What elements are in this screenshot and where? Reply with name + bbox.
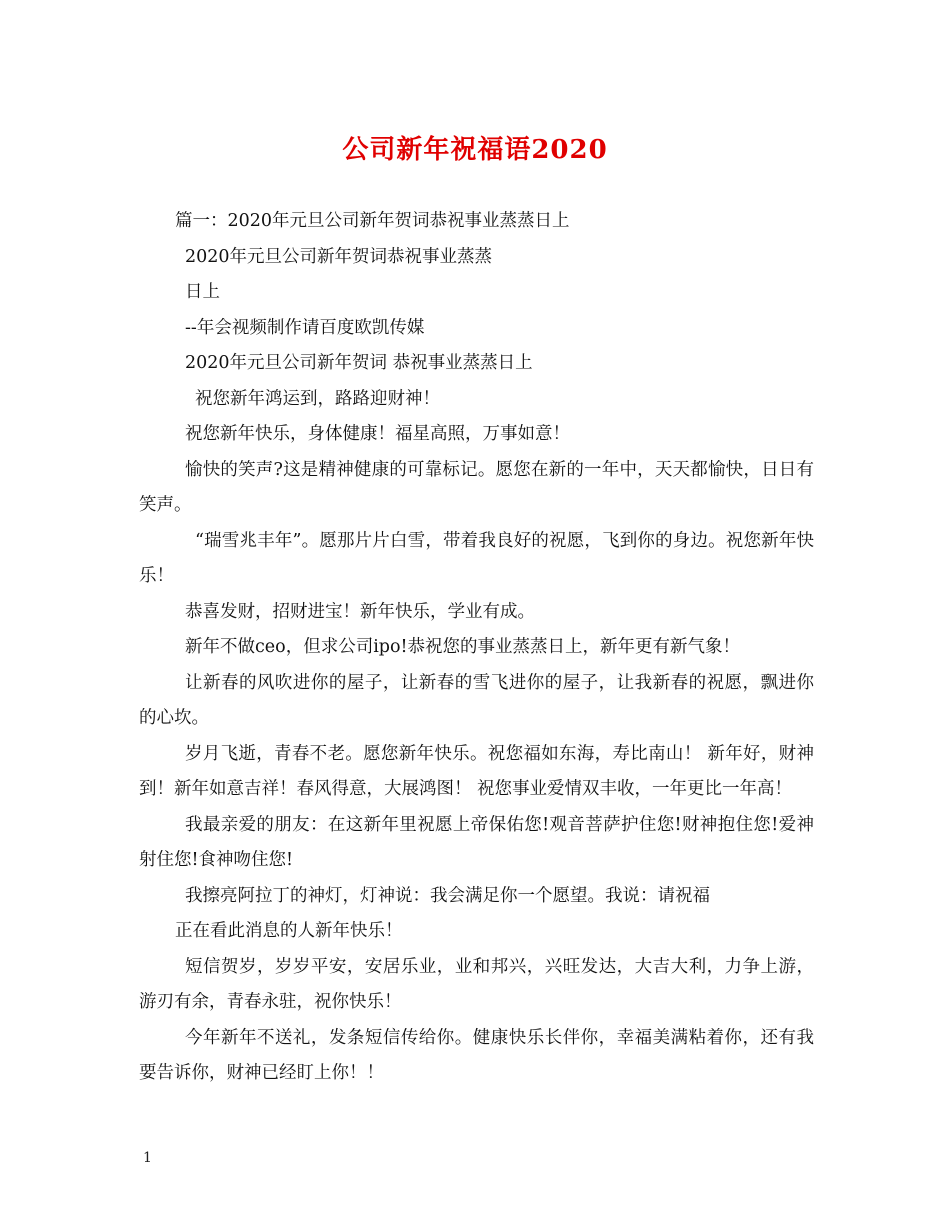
paragraph: 日上 xyxy=(185,282,220,302)
document-title: 公司新年祝福语2020 xyxy=(342,135,608,165)
paragraph: --年会视频制作请百度欧凯传媒 xyxy=(185,317,425,338)
paragraph: 篇一：2020年元旦公司新年贺词恭祝事业蒸蒸日上 xyxy=(175,211,570,231)
paragraph: 我擦亮阿拉丁的神灯，灯神说：我会满足你一个愿望。我说：请祝福 xyxy=(185,885,710,906)
paragraph: 我最亲爱的朋友：在这新年里祝愿上帝保佑您!观音菩萨护住您!财神抱住您!爱神射住您!食神吻住您! xyxy=(139,814,814,870)
paragraph: 让新春的风吹进你的屋子，让新春的雪飞进你的屋子，让我新春的祝愿，飘进你的心坎。 xyxy=(139,672,814,728)
paragraph: 新年不做ceo，但求公司ipo!恭祝您的事业蒸蒸日上，新年更有新气象！ xyxy=(185,637,741,657)
document-body xyxy=(139,204,814,1092)
paragraph: 岁月飞逝，青春不老。愿您新年快乐。祝您福如东海，寿比南山！ 新年好，财神到！新年如意吉祥！春风得意，大展鸿图！ 祝您事业爱情双丰收，一年更比一年高！ xyxy=(139,743,814,799)
paragraph: 今年新年不送礼，发条短信传给你。健康快乐长伴你，幸福美满粘着你，还有我要告诉你，财神已经盯上你！！ xyxy=(139,1027,814,1083)
page-number: 1 xyxy=(143,1150,152,1166)
paragraph: 正在看此消息的人新年快乐！ xyxy=(175,921,403,941)
paragraph: 恭喜发财，招财进宝！新年快乐，学业有成。 xyxy=(185,601,535,622)
paragraph: 2020年元旦公司新年贺词恭祝事业蒸蒸 xyxy=(185,246,493,267)
paragraph: 祝您新年快乐，身体健康！福星高照，万事如意！ xyxy=(185,424,570,444)
paragraph: 愉快的笑声?这是精神健康的可靠标记。愿您在新的一年中，天天都愉快，日日有笑声。 xyxy=(139,459,814,515)
paragraph: 短信贺岁，岁岁平安，安居乐业，业和邦兴，兴旺发达，大吉大利，力争上游，游刃有余，青春永驻，祝你快乐！ xyxy=(139,956,814,1012)
paragraph: “瑞雪兆丰年”。愿那片片白雪，带着我良好的祝愿，飞到你的身边。祝您新年快乐！ xyxy=(139,530,814,586)
paragraph: 祝您新年鸿运到，路路迎财神！ xyxy=(195,388,440,409)
paragraph: 2020年元旦公司新年贺词 恭祝事业蒸蒸日上 xyxy=(185,353,533,373)
